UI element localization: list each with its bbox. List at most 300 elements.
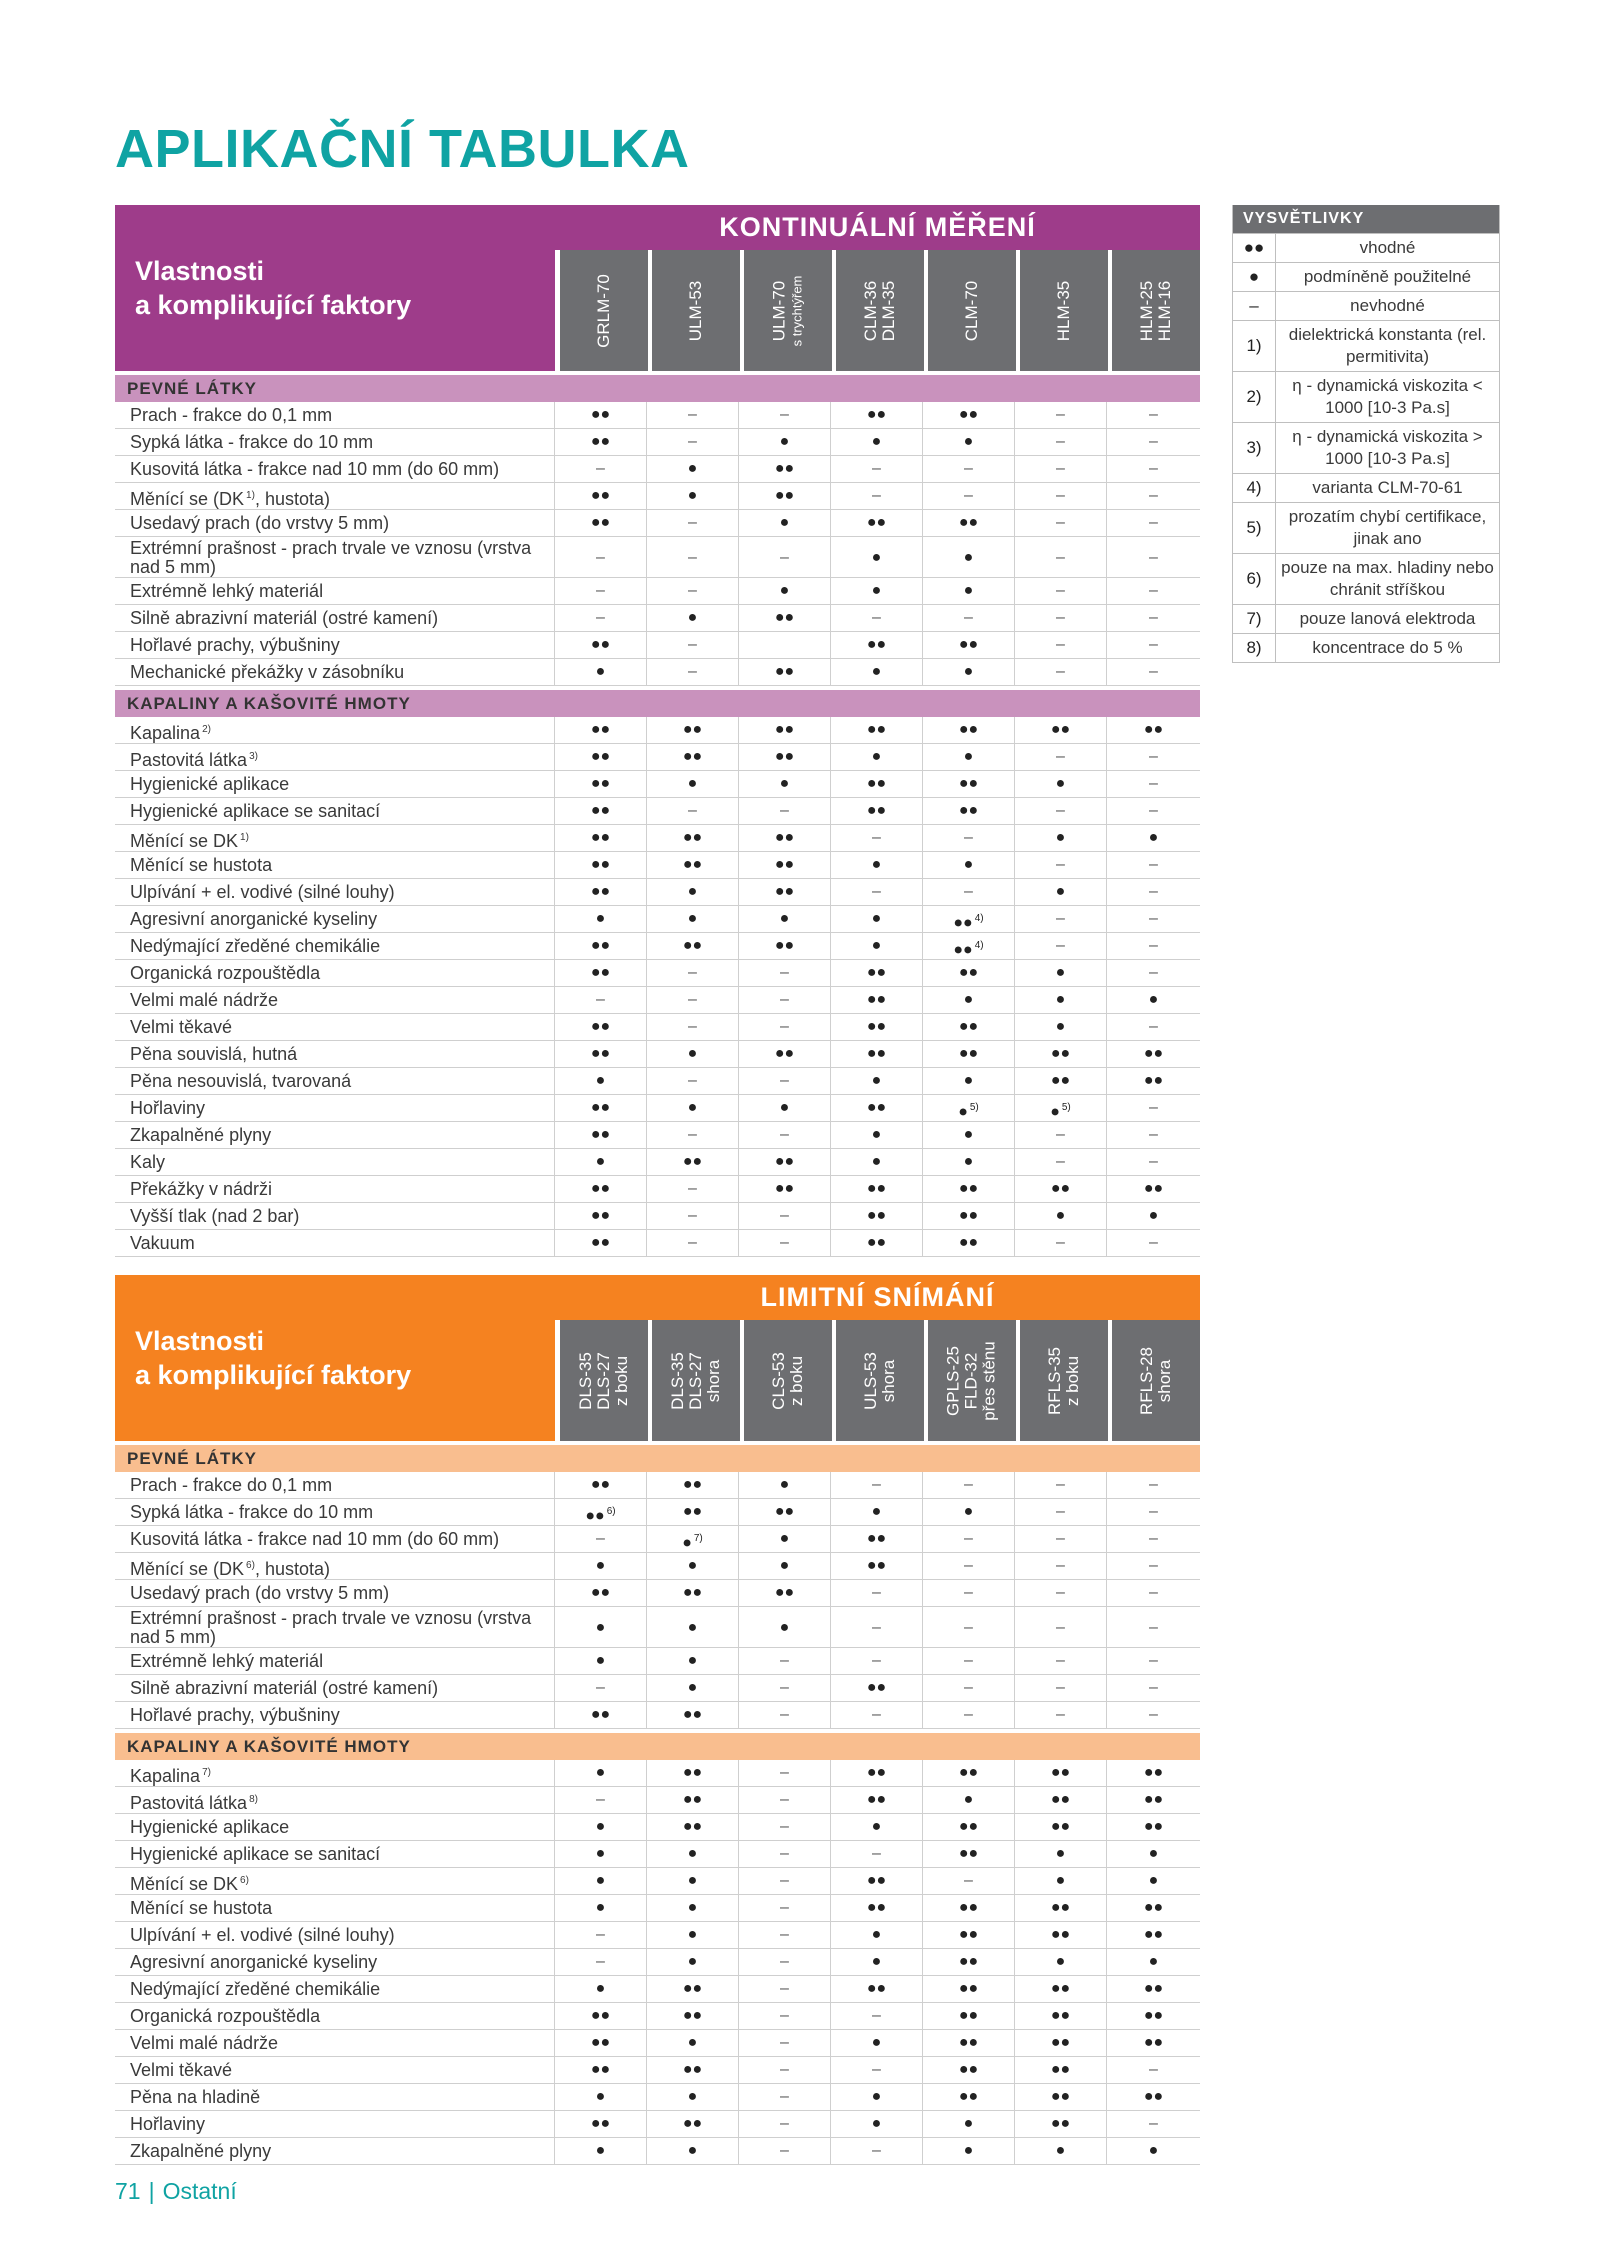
rating-value: – xyxy=(780,1234,789,1251)
rating-cell xyxy=(923,933,1015,959)
table-row xyxy=(115,2003,1200,2030)
rating-cell xyxy=(1015,1068,1107,1094)
rating-cell xyxy=(831,1868,923,1894)
rating-value: ● xyxy=(963,433,974,450)
rating-cell xyxy=(739,483,831,509)
rating-cell xyxy=(1107,402,1200,428)
rating-value: ● xyxy=(963,663,974,680)
legend-text: koncentrace do 5 % xyxy=(1312,638,1463,657)
product-name-line: shora xyxy=(1155,1359,1174,1402)
rating-value: – xyxy=(780,406,789,423)
rating-cell xyxy=(923,605,1015,631)
row-label-suffix: , hustota) xyxy=(254,1559,330,1579)
rating-value: – xyxy=(1149,748,1158,765)
rating-value: – xyxy=(1149,1503,1158,1520)
row-label xyxy=(115,744,555,770)
row-label xyxy=(115,510,555,536)
header-products xyxy=(555,205,1200,371)
rating-cell xyxy=(647,906,739,932)
rating-value: ● xyxy=(963,991,974,1008)
rating-cell xyxy=(831,659,923,685)
rating-cell xyxy=(1015,1472,1107,1498)
rating-value: ● xyxy=(963,748,974,765)
table-row xyxy=(115,1095,1200,1122)
rating-value: ● xyxy=(963,1126,974,1143)
rating-cell xyxy=(923,1702,1015,1728)
rating-value: ● xyxy=(779,775,790,792)
rating-value: ●● xyxy=(682,1764,703,1781)
rating-cell xyxy=(555,1526,647,1552)
rating-cell xyxy=(647,1648,739,1674)
rating-cell xyxy=(1107,1949,1200,1975)
rating-cell xyxy=(1107,1648,1200,1674)
rating-cell xyxy=(1015,798,1107,824)
footnote-ref: 7) xyxy=(693,1533,703,1544)
rating-cell xyxy=(739,1526,831,1552)
rating-value: ● xyxy=(595,663,606,680)
rating-value: – xyxy=(1056,1153,1065,1170)
rating-cell xyxy=(1107,1041,1200,1067)
rating-value: ●● xyxy=(866,775,887,792)
row-label-text: Hygienické aplikace xyxy=(130,1817,290,1837)
rating-value: ● xyxy=(1148,829,1159,846)
rating-cell xyxy=(555,1014,647,1040)
rating-value: ●● xyxy=(590,406,611,423)
rating-cell xyxy=(1015,960,1107,986)
rating-value: ●● xyxy=(590,2115,611,2132)
rating-cell xyxy=(831,1176,923,1202)
rating-cell xyxy=(923,1472,1015,1498)
rating-value: – xyxy=(780,2142,789,2159)
rating-cell xyxy=(1107,1499,1200,1525)
rating-value: – xyxy=(1149,910,1158,927)
rating-value: ●● xyxy=(958,1899,979,1916)
rating-value: ● xyxy=(687,1926,698,1943)
rating-cell xyxy=(647,1976,739,2002)
rating-cell xyxy=(739,1868,831,1894)
rating-value: ● xyxy=(687,1557,698,1574)
rating-cell xyxy=(739,1760,831,1786)
rating-cell xyxy=(739,456,831,482)
rating-cell xyxy=(647,2138,739,2164)
rating-cell xyxy=(555,537,647,577)
rating-value: – xyxy=(780,1706,789,1723)
row-label xyxy=(115,1203,555,1229)
rating-cell xyxy=(1015,852,1107,878)
rating-cell xyxy=(831,1976,923,2002)
rating-value: – xyxy=(872,1706,881,1723)
rating-cell xyxy=(647,1553,739,1579)
rating-value: – xyxy=(964,460,973,477)
rating-cell xyxy=(1107,2084,1200,2110)
product-name-line: DLM-35 xyxy=(879,280,898,341)
rating-value: ● xyxy=(595,1072,606,1089)
table-row xyxy=(115,1203,1200,1230)
rating-value: ●● xyxy=(774,487,795,504)
rating-cell xyxy=(647,429,739,455)
rating-cell xyxy=(1015,2084,1107,2110)
rating-value: – xyxy=(1149,2115,1158,2132)
rating-value: – xyxy=(688,802,697,819)
rating-value: – xyxy=(688,1180,697,1197)
table-row xyxy=(115,798,1200,825)
legend-text: vhodné xyxy=(1359,238,1416,257)
rating-value: – xyxy=(1056,1234,1065,1251)
rating-value: ●● xyxy=(590,721,611,738)
rating-value: – xyxy=(872,883,881,900)
row-label-text: Nedýmající zředěné chemikálie xyxy=(130,1979,381,1999)
rating-cell xyxy=(1107,960,1200,986)
rating-cell xyxy=(831,1041,923,1067)
row-label-text: Vyšší tlak (nad 2 bar) xyxy=(130,1206,300,1226)
row-label-text: Extrémní prašnost - prach trvale ve vznosu (vrstva nad 5 mm) xyxy=(130,1608,532,1647)
rating-cell xyxy=(647,578,739,604)
rating-value: ● xyxy=(687,1652,698,1669)
rating-value: – xyxy=(1149,549,1158,566)
rating-cell xyxy=(923,798,1015,824)
rating-cell xyxy=(1107,2030,1200,2056)
rating-cell xyxy=(923,2084,1015,2110)
table-row xyxy=(115,1014,1200,1041)
rating-value: ●● xyxy=(774,883,795,900)
product-column-header xyxy=(1112,1320,1200,1441)
rating-cell xyxy=(923,2057,1015,2083)
rating-value: ●● xyxy=(958,775,979,792)
footnote-ref: 3) xyxy=(249,751,258,762)
row-label xyxy=(115,659,555,685)
legend-row xyxy=(1233,262,1499,291)
table-header xyxy=(115,205,1200,371)
rating-cell xyxy=(1015,1553,1107,1579)
legend-key: 5) xyxy=(1233,503,1276,553)
rating-value: ●● xyxy=(682,937,703,954)
rating-cell xyxy=(739,1841,831,1867)
rating-value: ● xyxy=(963,1503,974,1520)
rating-cell xyxy=(555,1122,647,1148)
product-name-line: s trychtýřem xyxy=(788,275,804,346)
rating-cell xyxy=(1107,987,1200,1013)
rating-value: – xyxy=(872,2061,881,2078)
rating-value: ●● xyxy=(958,2007,979,2024)
rating-value: ●● xyxy=(590,2034,611,2051)
row-label-text: Hygienické aplikace se sanitací xyxy=(130,801,381,821)
rating-cell xyxy=(555,717,647,743)
rating-cell xyxy=(1015,879,1107,905)
section-heading: KAPALINY A KAŠOVITÉ HMOTY xyxy=(115,690,1200,717)
row-label xyxy=(115,1553,555,1579)
rating-cell xyxy=(1107,717,1200,743)
rating-cell xyxy=(1015,825,1107,851)
page-footer xyxy=(115,2178,237,2205)
rating-value: ● xyxy=(871,433,882,450)
rating-value: ●● xyxy=(866,1679,887,1696)
rating-value: – xyxy=(780,1207,789,1224)
row-label xyxy=(115,2111,555,2137)
rating-value: – xyxy=(780,2007,789,2024)
rating-cell xyxy=(831,402,923,428)
rating-cell xyxy=(923,1607,1015,1647)
rating-value: – xyxy=(872,1845,881,1862)
rating-value: ●● xyxy=(866,802,887,819)
rating-cell xyxy=(555,1841,647,1867)
product-name xyxy=(577,1352,631,1410)
rating-cell xyxy=(1107,1607,1200,1647)
rating-cell xyxy=(831,1499,923,1525)
rating-value: ●● xyxy=(866,514,887,531)
rating-cell xyxy=(831,1526,923,1552)
row-label-text: Sypká látka - frakce do 10 mm xyxy=(130,432,374,452)
rating-cell xyxy=(831,2084,923,2110)
table-row xyxy=(115,510,1200,537)
rating-cell xyxy=(1015,456,1107,482)
rating-cell xyxy=(831,933,923,959)
product-column-header xyxy=(652,1320,740,1441)
rating-cell xyxy=(739,1607,831,1647)
rating-cell xyxy=(647,1868,739,1894)
row-label xyxy=(115,1014,555,1040)
rating-cell xyxy=(831,1760,923,1786)
rating-value: ●● xyxy=(590,1234,611,1251)
rating-value: – xyxy=(1056,1679,1065,1696)
rating-value: ●● xyxy=(866,1045,887,1062)
row-label-text: Prach - frakce do 0,1 mm xyxy=(130,1475,333,1495)
rating-value: – xyxy=(964,1619,973,1636)
rating-cell xyxy=(1015,1841,1107,1867)
rating-value: ● xyxy=(687,1953,698,1970)
rating-cell xyxy=(739,987,831,1013)
rating-value: – xyxy=(1149,433,1158,450)
table-row xyxy=(115,987,1200,1014)
rating-value: ●● xyxy=(682,1503,703,1520)
rating-value: – xyxy=(688,636,697,653)
row-label-text: Agresivní anorganické kyseliny xyxy=(130,1952,378,1972)
rating-cell xyxy=(831,2111,923,2137)
rating-value: – xyxy=(780,1652,789,1669)
rating-value: – xyxy=(1056,549,1065,566)
rating-value: ●● xyxy=(958,2061,979,2078)
rating-cell xyxy=(923,1149,1015,1175)
rating-cell xyxy=(647,1203,739,1229)
product-name-line: FLD-32 xyxy=(961,1352,981,1409)
rating-value: ● xyxy=(963,549,974,566)
rating-value: ●● xyxy=(1143,1045,1164,1062)
rating-value: ●● xyxy=(1143,2034,1164,2051)
rating-cell xyxy=(1107,1014,1200,1040)
rating-value: ●● xyxy=(590,2007,611,2024)
rating-cell xyxy=(831,771,923,797)
rating-value: – xyxy=(964,1679,973,1696)
rating-cell xyxy=(1107,1176,1200,1202)
rating-value: ● xyxy=(1055,829,1066,846)
rating-value: ●● xyxy=(958,802,979,819)
row-label xyxy=(115,429,555,455)
table-row xyxy=(115,1068,1200,1095)
rating-cell xyxy=(831,852,923,878)
rating-cell xyxy=(739,1787,831,1813)
product-name-line: HLM-25 xyxy=(1137,280,1156,341)
legend-key: 2) xyxy=(1233,372,1276,422)
table-row xyxy=(115,402,1200,429)
rating-value: – xyxy=(780,2088,789,2105)
rating-cell xyxy=(1015,1607,1107,1647)
rating-value: – xyxy=(596,1530,605,1547)
row-label xyxy=(115,771,555,797)
rating-value: – xyxy=(780,549,789,566)
rating-cell xyxy=(647,632,739,658)
product-column-header xyxy=(836,250,924,371)
rating-cell xyxy=(739,1014,831,1040)
rating-cell xyxy=(555,1895,647,1921)
legend-key: 8) xyxy=(1233,634,1276,662)
table-row xyxy=(115,1841,1200,1868)
rating-value: – xyxy=(780,1791,789,1808)
rating-value: ●● xyxy=(590,1584,611,1601)
rating-cell xyxy=(831,744,923,770)
footnote-ref: 5) xyxy=(969,1102,979,1113)
rating-cell xyxy=(647,510,739,536)
rating-cell xyxy=(831,906,923,932)
table-row xyxy=(115,2030,1200,2057)
rating-cell xyxy=(739,2003,831,2029)
rating-value: – xyxy=(688,582,697,599)
table-row xyxy=(115,744,1200,771)
rating-cell xyxy=(555,1760,647,1786)
rating-cell xyxy=(739,2030,831,2056)
rating-cell xyxy=(831,1472,923,1498)
footnote-ref: 6) xyxy=(246,1560,255,1571)
rating-cell xyxy=(555,456,647,482)
rating-value: – xyxy=(1056,1126,1065,1143)
product-name-line: ULM-53 xyxy=(686,280,705,341)
rating-value: ● xyxy=(963,856,974,873)
rating-value: ●● xyxy=(958,721,979,738)
row-label xyxy=(115,578,555,604)
rating-value: ●● xyxy=(1050,2007,1071,2024)
row-label-text: Organická rozpouštědla xyxy=(130,2006,321,2026)
rating-cell xyxy=(1015,1787,1107,1813)
rating-cell xyxy=(647,1814,739,1840)
footnote-ref: 4) xyxy=(974,940,984,951)
rating-value: – xyxy=(1149,1679,1158,1696)
rating-value: ●● xyxy=(866,1557,887,1574)
table-row xyxy=(115,1580,1200,1607)
rating-cell xyxy=(1015,1949,1107,1975)
rating-value: ●● xyxy=(1050,1764,1071,1781)
rating-value: ● xyxy=(871,2034,882,2051)
product-column-header xyxy=(1020,1320,1108,1441)
rating-cell xyxy=(1107,1203,1200,1229)
row-label xyxy=(115,1868,555,1894)
rating-cell xyxy=(923,879,1015,905)
footnote-ref: 6) xyxy=(240,1875,249,1886)
rating-value: ● xyxy=(687,1045,698,1062)
rating-value: – xyxy=(1056,1503,1065,1520)
rating-cell xyxy=(1107,879,1200,905)
rating-cell xyxy=(1015,1095,1107,1121)
row-label-text: Ulpívání + el. vodivé (silné louhy) xyxy=(130,1925,395,1945)
table-row xyxy=(115,1675,1200,1702)
footnote-ref: 1) xyxy=(246,490,255,501)
rating-value: – xyxy=(780,1072,789,1089)
legend-row xyxy=(1233,633,1499,662)
row-label xyxy=(115,879,555,905)
rating-value: – xyxy=(964,1476,973,1493)
table-row xyxy=(115,1526,1200,1553)
rating-value: ● xyxy=(779,1557,790,1574)
rating-cell xyxy=(1107,1895,1200,1921)
table-row xyxy=(115,1702,1200,1729)
row-label-text: Měnící se DK xyxy=(130,1874,239,1894)
legend-text: varianta CLM-70-61 xyxy=(1312,478,1463,497)
rating-value: ● xyxy=(871,1126,882,1143)
row-label-text: Usedavý prach (do vrstvy 5 mm) xyxy=(130,1583,390,1603)
row-label-text: Agresivní anorganické kyseliny xyxy=(130,909,378,929)
rating-value: – xyxy=(688,549,697,566)
rating-cell xyxy=(555,1580,647,1606)
rating-cell xyxy=(555,879,647,905)
rating-value: – xyxy=(1056,636,1065,653)
rating-cell xyxy=(923,960,1015,986)
rating-value: – xyxy=(1149,1619,1158,1636)
rating-value: ● xyxy=(1148,1207,1159,1224)
rating-cell xyxy=(647,1122,739,1148)
row-label-text: Měnící se hustota xyxy=(130,855,273,875)
rating-value: ●● xyxy=(1143,2007,1164,2024)
rating-value: – xyxy=(872,1652,881,1669)
rating-value: – xyxy=(780,2061,789,2078)
limit-sensing-table xyxy=(115,1275,1200,2165)
rating-value: ●● xyxy=(866,636,887,653)
row-label xyxy=(115,402,555,428)
rating-value: – xyxy=(780,1953,789,1970)
rating-value: ● xyxy=(963,1072,974,1089)
rating-value: – xyxy=(1149,1234,1158,1251)
rating-cell xyxy=(739,960,831,986)
rating-value: ●● xyxy=(682,1153,703,1170)
rating-cell xyxy=(923,456,1015,482)
rating-value: ●● xyxy=(682,1980,703,1997)
rating-value: ● xyxy=(871,582,882,599)
rating-value: ●● xyxy=(774,829,795,846)
rating-value: ●● xyxy=(866,991,887,1008)
rating-cell xyxy=(1015,429,1107,455)
rating-cell xyxy=(647,1760,739,1786)
rating-value: ● xyxy=(595,1764,606,1781)
table-row xyxy=(115,1176,1200,1203)
rating-value: – xyxy=(872,2142,881,2159)
table-row xyxy=(115,1607,1200,1648)
rating-cell xyxy=(1107,1149,1200,1175)
rating-value: – xyxy=(596,1679,605,1696)
rating-cell xyxy=(831,483,923,509)
rating-cell xyxy=(647,1787,739,1813)
row-label-text: Usedavý prach (do vrstvy 5 mm) xyxy=(130,513,390,533)
rating-value: – xyxy=(780,991,789,1008)
rating-value: ●● xyxy=(866,1530,887,1547)
rating-value: ● xyxy=(871,1818,882,1835)
product-name xyxy=(687,280,705,340)
product-column-header xyxy=(928,1320,1016,1441)
rating-value: – xyxy=(872,2007,881,2024)
rating-value: – xyxy=(780,1018,789,1035)
rating-cell xyxy=(555,1095,647,1121)
rating-value: – xyxy=(596,549,605,566)
product-name-line: HLM-35 xyxy=(1054,280,1073,341)
rating-cell xyxy=(647,1841,739,1867)
rating-value: – xyxy=(1149,1153,1158,1170)
row-label xyxy=(115,1095,555,1121)
rating-value: ●● xyxy=(1050,2061,1071,2078)
